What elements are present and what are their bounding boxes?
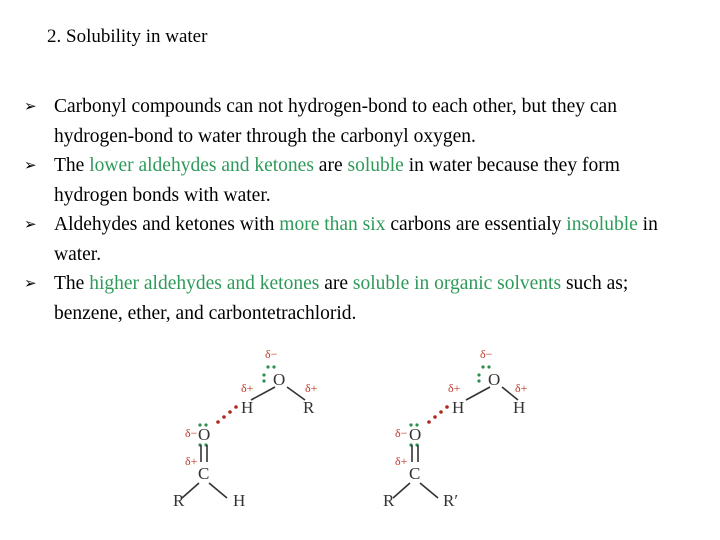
bullet-item [24,210,694,269]
water-hydrogen-partial-charge: δ+ [448,381,461,395]
water-r-atom: R [303,398,315,417]
highlighted-text: insoluble [566,214,638,235]
lone-pair-dot [477,379,480,382]
lone-pair-dot [262,373,265,376]
highlighted-text: lower aldehydes and ketones [89,155,314,176]
text-segment: are [319,273,353,294]
highlighted-text: more than six [279,214,386,235]
bullet-text [54,96,617,147]
bond-line [393,483,410,498]
highlighted-text: soluble [347,155,404,176]
water-hydrogen2-partial-charge: δ+ [515,381,528,395]
hydrogen-bond-dot [427,420,431,424]
text-segment: Aldehydes and ketones with [54,214,280,235]
bond-line [420,483,438,498]
substituent-right: R′ [443,491,459,510]
bullet-item [24,151,694,210]
water-hydrogen-atom: H [452,398,465,417]
hydrogen-bond-dot [216,420,220,424]
hydrogen-bond-dot [234,405,238,409]
text-segment: in water. [54,214,658,265]
bullet-text [54,155,620,206]
carbonyl-carbon-atom: C [198,464,210,483]
carbonyl-carbon-partial-charge: δ+ [185,454,198,468]
bullet-item [24,269,694,328]
water-oxygen-atom: O [488,370,501,389]
highlighted-text: higher aldehydes and ketones [89,273,320,294]
lone-pair-dot [266,365,269,368]
hydrogen-bond-dot [228,410,232,414]
carbonyl-oxygen-atom: O [198,425,211,444]
carbonyl-oxygen-atom: O [409,425,422,444]
lone-pair-dot [262,379,265,382]
water-oxygen-partial-charge: δ− [265,347,278,361]
lone-pair-dot [477,373,480,376]
hydrogen-bond-dot [222,415,226,419]
water-hydrogen2-atom: H [513,398,526,417]
water-r-partial-charge: δ+ [305,381,318,395]
lone-pair-dot [487,365,490,368]
bullet-list [24,92,694,328]
substituent-left: R [173,491,185,510]
ketone-water-hbond-diagram [375,345,545,520]
bond-line [466,387,490,400]
text-segment: Carbonyl compounds can not hydrogen-bond to each other, but they can hydrogen-bond to water through the carbonyl oxygen. [54,96,617,147]
water-hydrogen-atom: H [241,398,254,417]
lone-pair-dot [272,365,275,368]
bullet-text [54,214,658,265]
bond-line [209,483,227,498]
carbonyl-carbon-partial-charge: δ+ [395,454,408,468]
highlighted-text: soluble in organic solvents [352,273,562,294]
slide-title: 2. Solubility in water [47,26,208,47]
aldehyde-water-hbond-diagram [165,345,335,520]
bullet-text [54,273,628,324]
text-segment: The [54,155,90,176]
water-oxygen-atom: O [273,370,286,389]
arrow-bullet-icon: ➢ [24,274,37,292]
text-segment: in water because they form hydrogen bonds with water. [54,155,620,206]
bond-line [182,483,199,498]
hydrogen-bond-dot [433,415,437,419]
text-segment: are [313,155,348,176]
water-oxygen-partial-charge: δ− [480,347,493,361]
text-segment: The [54,273,90,294]
carbonyl-oxygen-partial-charge: δ− [395,426,408,440]
hydrogen-bond-dot [445,405,449,409]
text-segment: such as; benzene, ether, and carbontetrachlorid. [54,273,629,324]
hydrogen-bond-dot [439,410,443,414]
lone-pair-dot [481,365,484,368]
substituent-left: R [383,491,395,510]
water-hydrogen-partial-charge: δ+ [241,381,254,395]
text-segment: carbons are essentialy [385,214,567,235]
substituent-right: H [233,491,246,510]
bullet-item [24,92,694,151]
carbonyl-oxygen-partial-charge: δ− [185,426,198,440]
arrow-bullet-icon: ➢ [24,97,37,115]
bond-line [251,387,275,400]
arrow-bullet-icon: ➢ [24,215,37,233]
carbonyl-carbon-atom: C [409,464,421,483]
arrow-bullet-icon: ➢ [24,156,37,174]
